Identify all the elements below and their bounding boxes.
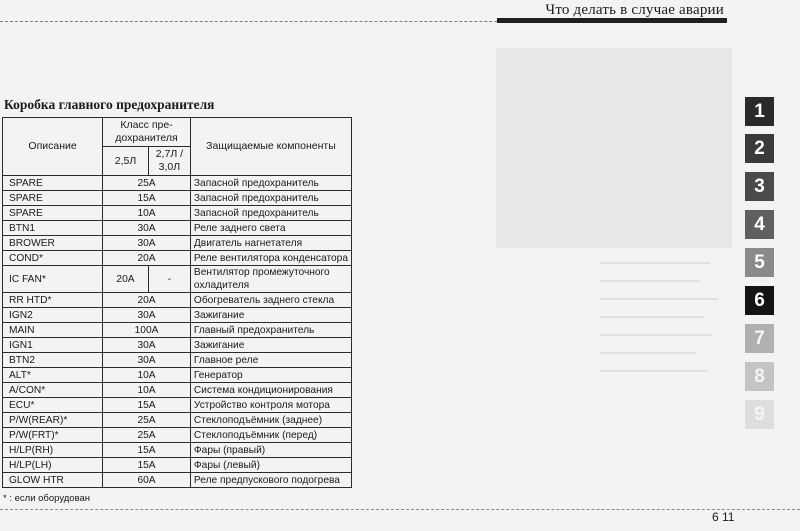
- cell-component: Реле предпускового подогрева: [190, 473, 351, 488]
- header-title: Что делать в случае аварии: [545, 2, 724, 18]
- table-row: [3, 323, 352, 338]
- faded-image-panel: [496, 48, 732, 248]
- table-row: [3, 236, 352, 251]
- cell-component: Запасной предохранитель: [190, 206, 351, 221]
- table-row: [3, 266, 352, 293]
- table-row: [3, 353, 352, 368]
- cell-description: BROWER: [3, 236, 103, 251]
- chapter-tab-5[interactable]: 5: [745, 248, 774, 277]
- cell-component: Генератор: [190, 368, 351, 383]
- cell-component: Устройство контроля мотора: [190, 398, 351, 413]
- cell-description: IGN1: [3, 338, 103, 353]
- cell-description: ALT*: [3, 368, 103, 383]
- chapter-tab-1[interactable]: 1: [745, 97, 774, 126]
- table-row: [3, 308, 352, 323]
- cell-description: SPARE: [3, 206, 103, 221]
- fuse-table-body: [3, 176, 352, 488]
- cell-amperage: 30A: [103, 353, 191, 368]
- fuse-table: [2, 117, 352, 488]
- chapter-tab-7[interactable]: 7: [745, 324, 774, 353]
- table-row: [3, 191, 352, 206]
- cell-description: H/LP(RH): [3, 443, 103, 458]
- chapter-tab-9[interactable]: 9: [745, 400, 774, 429]
- cell-component: Фары (левый): [190, 458, 351, 473]
- table-row: [3, 398, 352, 413]
- table-row: [3, 458, 352, 473]
- table-row: [3, 251, 352, 266]
- table-row: [3, 443, 352, 458]
- cell-component: Стеклоподъёмник (заднее): [190, 413, 351, 428]
- table-row: [3, 221, 352, 236]
- cell-component: Реле вентилятора конденсатора: [190, 251, 351, 266]
- cell-component: Двигатель нагнетателя: [190, 236, 351, 251]
- cell-amperage: 15A: [103, 443, 191, 458]
- table-row: [3, 383, 352, 398]
- cell-amperage-27-30: -: [148, 266, 190, 293]
- cell-description: BTN1: [3, 221, 103, 236]
- cell-description: SPARE: [3, 176, 103, 191]
- cell-component: Зажигание: [190, 338, 351, 353]
- cell-component: Главное реле: [190, 353, 351, 368]
- section-title: Коробка главного предохранителя: [4, 97, 215, 112]
- cell-description: BTN2: [3, 353, 103, 368]
- cell-amperage: 30A: [103, 338, 191, 353]
- chapter-tab-3[interactable]: 3: [745, 172, 774, 201]
- faded-text-line: [600, 262, 710, 264]
- cell-amperage: 30A: [103, 221, 191, 236]
- cell-amperage: 25A: [103, 428, 191, 443]
- col-engine-25: 2,5Л: [103, 147, 149, 176]
- cell-amperage: 30A: [103, 236, 191, 251]
- cell-description: MAIN: [3, 323, 103, 338]
- cell-amperage: 15A: [103, 458, 191, 473]
- cell-description: IC FAN*: [3, 266, 103, 293]
- cell-component: Обогреватель заднего стекла: [190, 293, 351, 308]
- cell-amperage: 20A: [103, 293, 191, 308]
- chapter-tab-2[interactable]: 2: [745, 134, 774, 163]
- footnote: * : если оборудован: [3, 493, 91, 504]
- cell-description: H/LP(LH): [3, 458, 103, 473]
- cell-description: IGN2: [3, 308, 103, 323]
- chapter-tab-8[interactable]: 8: [745, 362, 774, 391]
- cell-component: Вентилятор промежуточного охладителя: [190, 266, 351, 293]
- cell-amperage: 100A: [103, 323, 191, 338]
- cell-description: ECU*: [3, 398, 103, 413]
- page-number: 6 11: [712, 510, 735, 524]
- faded-text-line: [600, 316, 704, 318]
- table-row: [3, 293, 352, 308]
- footer-rule: [0, 509, 800, 510]
- faded-text-line: [600, 370, 708, 372]
- cell-amperage: 15A: [103, 191, 191, 206]
- cell-description: GLOW HTR: [3, 473, 103, 488]
- faded-text-line: [600, 334, 712, 336]
- cell-component: Зажигание: [190, 308, 351, 323]
- table-row: [3, 473, 352, 488]
- cell-amperage: 25A: [103, 176, 191, 191]
- col-protected: Защищаемые компоненты: [190, 118, 351, 176]
- cell-description: A/CON*: [3, 383, 103, 398]
- faded-text-line: [600, 352, 696, 354]
- cell-component: Запасной предохранитель: [190, 176, 351, 191]
- cell-amperage-25: 20A: [103, 266, 149, 293]
- faded-text-line: [600, 298, 718, 300]
- table-row: [3, 428, 352, 443]
- cell-description: SPARE: [3, 191, 103, 206]
- cell-component: Главный предохранитель: [190, 323, 351, 338]
- cell-amperage: 30A: [103, 308, 191, 323]
- cell-amperage: 10A: [103, 383, 191, 398]
- cell-amperage: 10A: [103, 368, 191, 383]
- faded-text-line: [600, 280, 700, 282]
- cell-component: Фары (правый): [190, 443, 351, 458]
- cell-component: Запасной предохранитель: [190, 191, 351, 206]
- table-row: [3, 413, 352, 428]
- cell-amperage: 10A: [103, 206, 191, 221]
- table-row: [3, 206, 352, 221]
- cell-description: P/W(FRT)*: [3, 428, 103, 443]
- cell-description: P/W(REAR)*: [3, 413, 103, 428]
- col-description: Описание: [3, 118, 103, 176]
- cell-component: Стеклоподъёмник (перед): [190, 428, 351, 443]
- cell-amperage: 25A: [103, 413, 191, 428]
- cell-description: RR HTD*: [3, 293, 103, 308]
- cell-component: Реле заднего света: [190, 221, 351, 236]
- cell-amperage: 20A: [103, 251, 191, 266]
- table-row: [3, 368, 352, 383]
- chapter-tab-6[interactable]: 6: [745, 286, 774, 315]
- cell-amperage: 15A: [103, 398, 191, 413]
- col-fuse-class: Класс пре-дохранителя: [103, 118, 191, 147]
- col-engine-27-30: 2,7Л / 3,0Л: [148, 147, 190, 176]
- cell-amperage: 60A: [103, 473, 191, 488]
- header-bar: [497, 18, 727, 23]
- table-row: [3, 176, 352, 191]
- table-row: [3, 338, 352, 353]
- chapter-tab-4[interactable]: 4: [745, 210, 774, 239]
- cell-component: Система кондиционирования: [190, 383, 351, 398]
- cell-description: COND*: [3, 251, 103, 266]
